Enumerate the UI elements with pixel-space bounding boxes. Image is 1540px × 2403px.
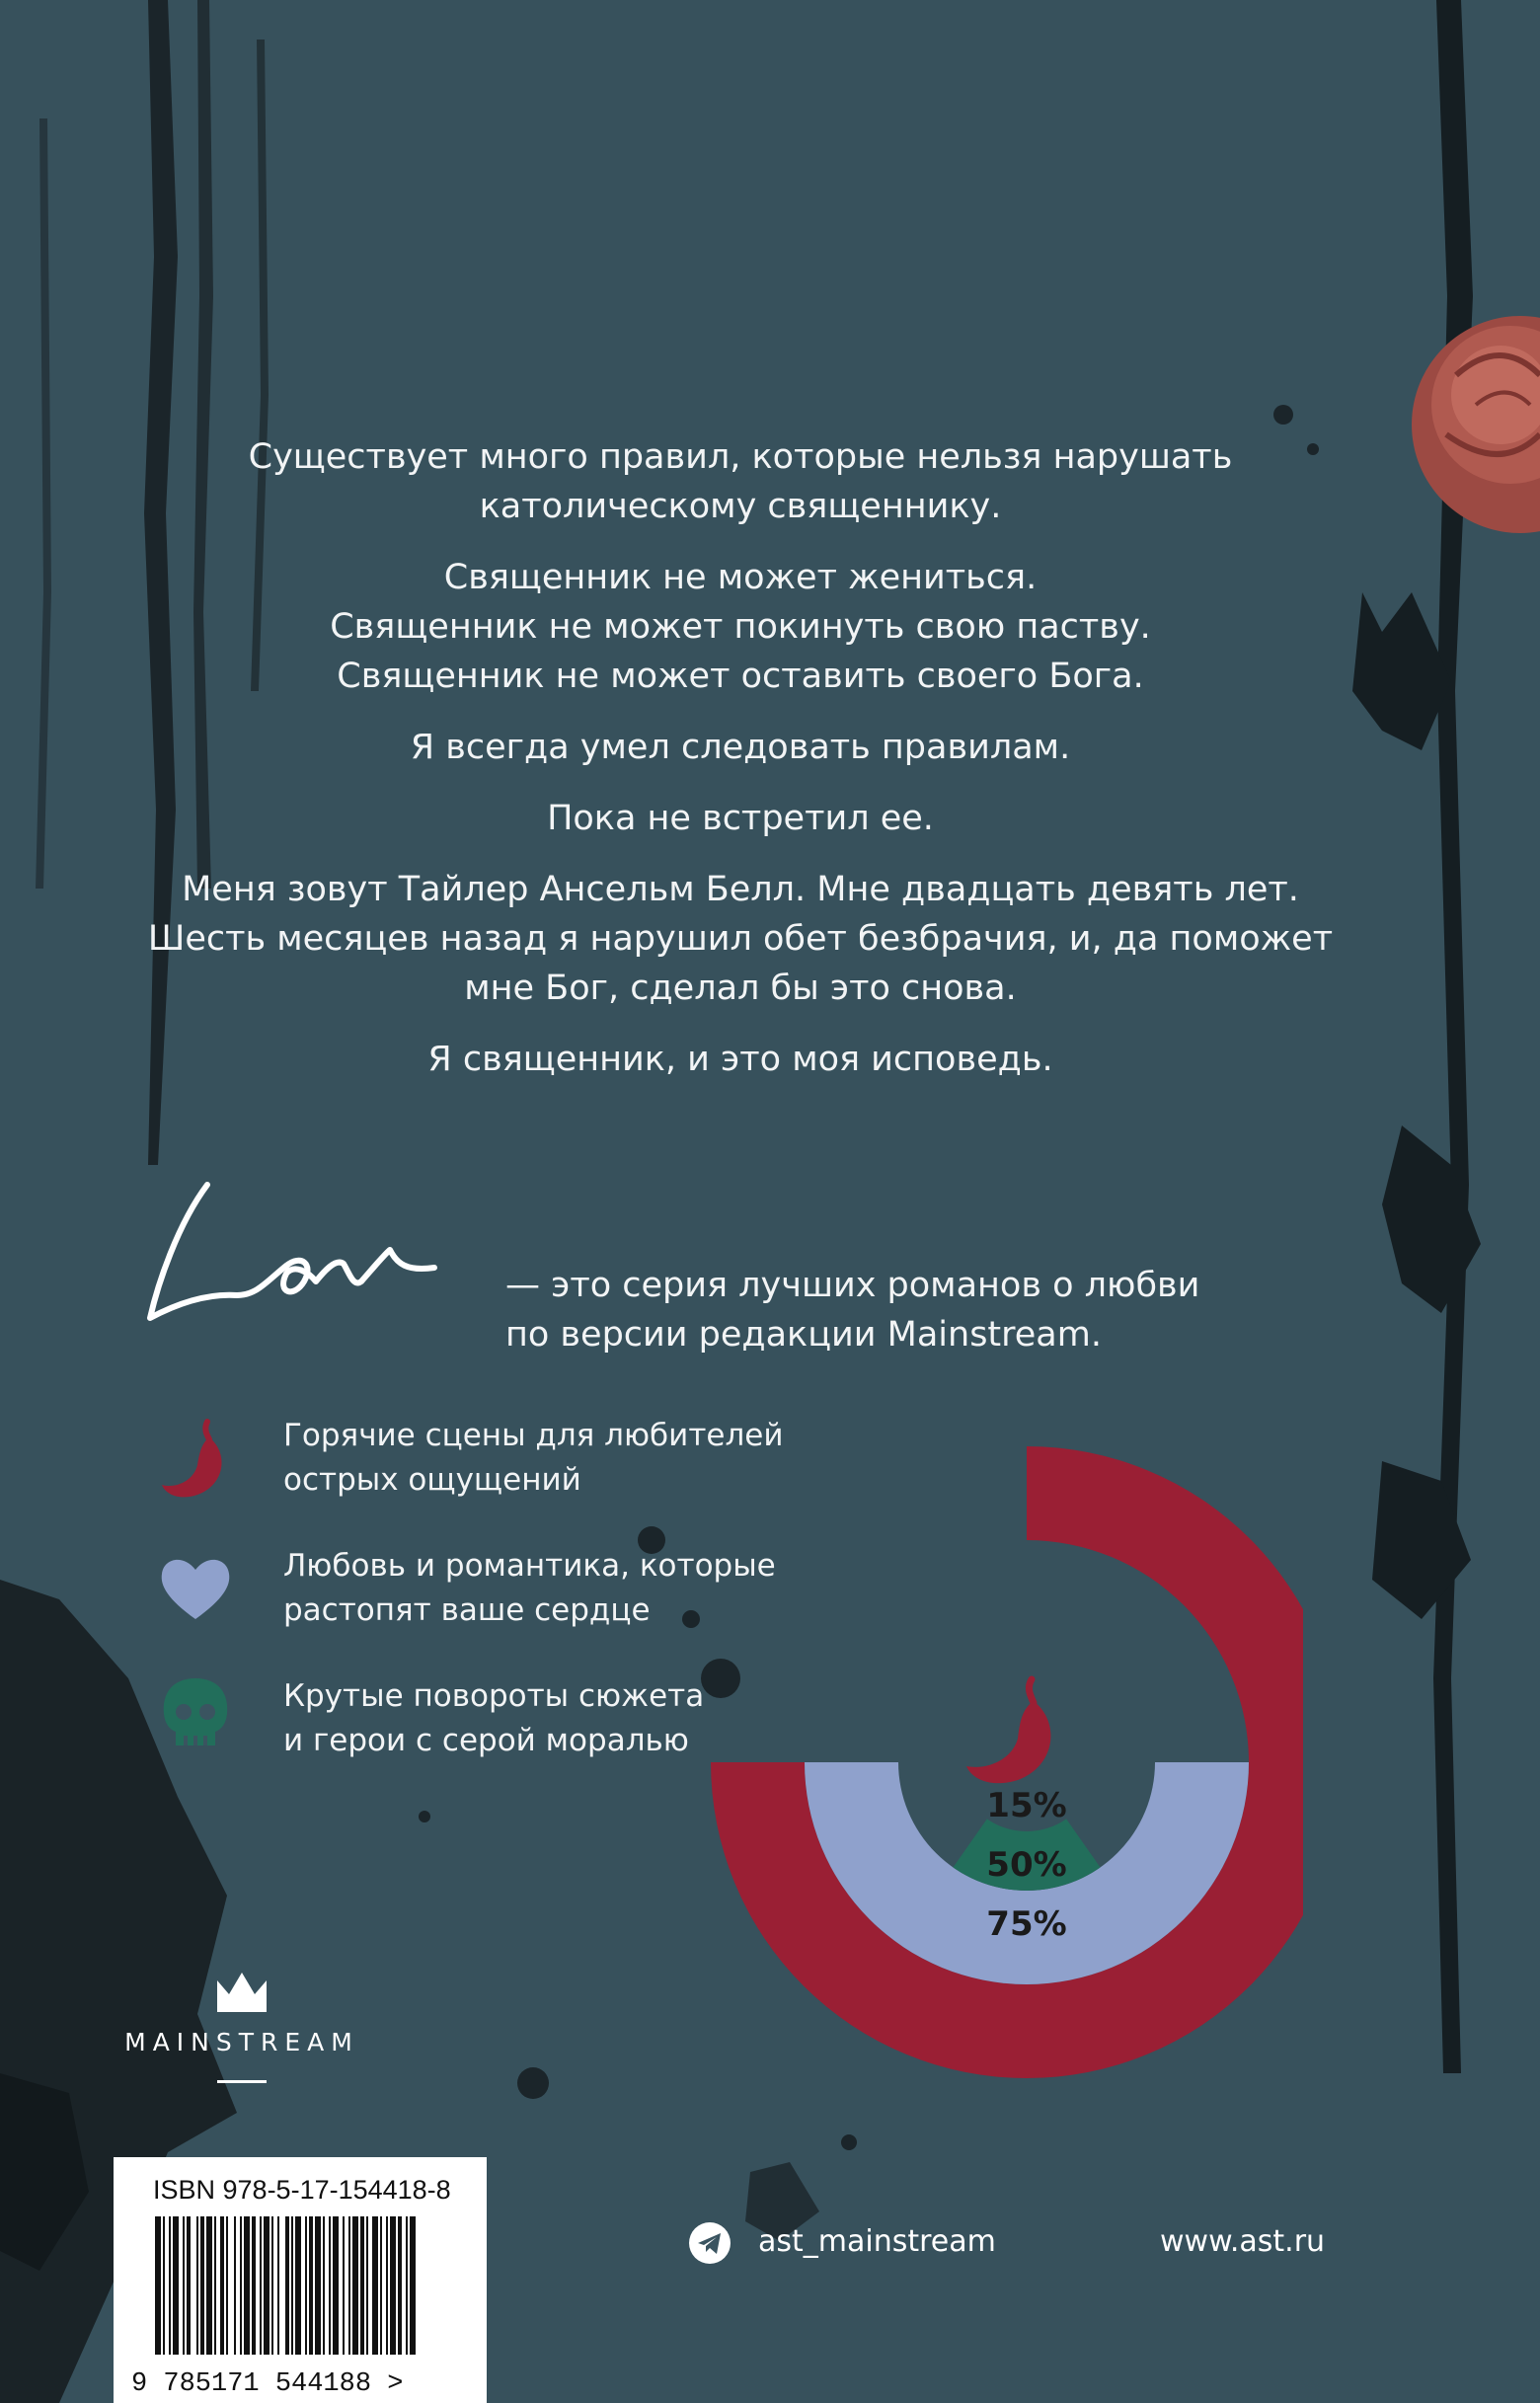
barcode-bar bbox=[285, 2216, 289, 2355]
blurb-paragraph bbox=[138, 432, 1343, 531]
barcode-bar bbox=[277, 2216, 279, 2355]
barcode-bar bbox=[390, 2216, 396, 2355]
barcode-bar bbox=[360, 2216, 364, 2355]
publisher-logo bbox=[109, 1965, 375, 2103]
blurb-line: католическому священнику. bbox=[479, 487, 1002, 526]
blurb-line: Существует много правил, которые нельзя нарушать bbox=[248, 437, 1233, 477]
blurb-paragraph bbox=[138, 1035, 1343, 1084]
legend-line: Горячие сцены для любителей bbox=[283, 1418, 784, 1453]
barcode-bar bbox=[315, 2216, 321, 2355]
isbn-barcode bbox=[114, 2157, 487, 2403]
barcode-bar bbox=[173, 2216, 179, 2355]
blurb-line: Я священник, и это моя исповедь. bbox=[427, 1040, 1053, 1079]
barcode-bar bbox=[226, 2216, 228, 2355]
barcode-bar bbox=[406, 2216, 408, 2355]
blurb-line: Священник не может оставить своего Бога. bbox=[337, 657, 1144, 696]
barcode-bar bbox=[380, 2216, 382, 2355]
barcode-bar bbox=[291, 2216, 293, 2355]
publisher-name: MAINSTREAM bbox=[124, 2028, 359, 2056]
blurb-paragraph bbox=[138, 553, 1343, 701]
barcode-bar bbox=[305, 2216, 307, 2355]
publisher-rule bbox=[217, 2080, 267, 2083]
barcode-bar bbox=[264, 2216, 270, 2355]
barcode-bar bbox=[323, 2216, 325, 2355]
barcode-bar bbox=[348, 2216, 350, 2355]
barcode-bar bbox=[329, 2216, 331, 2355]
isbn-label: ISBN 978-5-17-154418-8 bbox=[153, 2175, 451, 2205]
ring-value-label: 50% bbox=[986, 1845, 1067, 1885]
barcode-bar bbox=[309, 2216, 313, 2355]
blurb-line: Священник не может покинуть свою паству. bbox=[330, 607, 1151, 647]
blurb-line: Шесть месяцев назад я нарушил обет безбрачия, и, да поможет bbox=[147, 919, 1334, 959]
heart-icon bbox=[158, 1544, 233, 1633]
blurb-paragraph bbox=[138, 865, 1343, 1013]
barcode-bar bbox=[372, 2216, 378, 2355]
barcode-digits: 9 785171 544188 > bbox=[131, 2369, 404, 2399]
barcode-bar bbox=[169, 2216, 171, 2355]
barcode-bar bbox=[410, 2216, 416, 2355]
lav-series-logo bbox=[138, 1155, 464, 1353]
barcode-bar bbox=[343, 2216, 345, 2355]
barcode-bar bbox=[220, 2216, 224, 2355]
barcode-bar bbox=[200, 2216, 204, 2355]
barcode-bar bbox=[244, 2216, 250, 2355]
barcode-bar bbox=[163, 2216, 165, 2355]
back-cover-blurb bbox=[138, 432, 1343, 1106]
barcode-bar bbox=[155, 2216, 161, 2355]
chili-pepper-icon bbox=[158, 1414, 233, 1503]
legend-line: острых ощущений bbox=[283, 1462, 581, 1498]
barcode-bar bbox=[214, 2216, 216, 2355]
content-ratio-ring-chart bbox=[711, 1436, 1303, 2078]
barcode-bar bbox=[386, 2216, 388, 2355]
skull-icon bbox=[158, 1674, 233, 1763]
website-link[interactable]: www.ast.ru bbox=[1160, 2224, 1326, 2259]
telegram-icon bbox=[688, 2221, 732, 2265]
barcode-bar bbox=[333, 2216, 339, 2355]
legend-line: и герои с серой моралью bbox=[283, 1723, 689, 1758]
blurb-line: Меня зовут Тайлер Ансельм Белл. Мне двадцать девять лет. bbox=[182, 870, 1299, 909]
barcode-stripes bbox=[114, 2157, 487, 2403]
barcode-bar bbox=[234, 2216, 236, 2355]
ring-value-label: 75% bbox=[986, 1904, 1067, 1944]
blurb-line: мне Бог, сделал бы это снова. bbox=[464, 969, 1017, 1008]
series-description-line: — это серия лучших романов о любви bbox=[505, 1266, 1200, 1305]
telegram-handle[interactable]: ast_mainstream bbox=[758, 2224, 996, 2259]
barcode-bar bbox=[295, 2216, 301, 2355]
barcode-bar bbox=[271, 2216, 273, 2355]
barcode-bar bbox=[240, 2216, 242, 2355]
legend-line: Крутые повороты сюжета bbox=[283, 1678, 705, 1714]
crown-icon bbox=[215, 1971, 269, 2014]
blurb-line: Пока не встретил ее. bbox=[547, 799, 934, 838]
blurb-line: Священник не может жениться. bbox=[443, 558, 1038, 597]
barcode-bar bbox=[352, 2216, 358, 2355]
blurb-paragraph bbox=[138, 794, 1343, 843]
blurb-line: Я всегда умел следовать правилам. bbox=[410, 728, 1071, 767]
barcode-bar bbox=[196, 2216, 198, 2355]
ring-value-label: 15% bbox=[986, 1786, 1067, 1825]
barcode-bar bbox=[206, 2216, 212, 2355]
barcode-bar bbox=[187, 2216, 191, 2355]
legend-line: растопят ваше сердце bbox=[283, 1592, 651, 1628]
chili-pepper-icon bbox=[966, 1679, 1050, 1783]
barcode-bar bbox=[366, 2216, 368, 2355]
barcode-bar bbox=[398, 2216, 402, 2355]
series-description bbox=[505, 1261, 1256, 1359]
series-description-line: по версии редакции Mainstream. bbox=[505, 1315, 1102, 1355]
barcode-bar bbox=[183, 2216, 185, 2355]
blurb-paragraph bbox=[138, 723, 1343, 772]
legend-line: Любовь и романтика, которые bbox=[283, 1548, 776, 1584]
barcode-bar bbox=[252, 2216, 256, 2355]
barcode-bar bbox=[260, 2216, 262, 2355]
